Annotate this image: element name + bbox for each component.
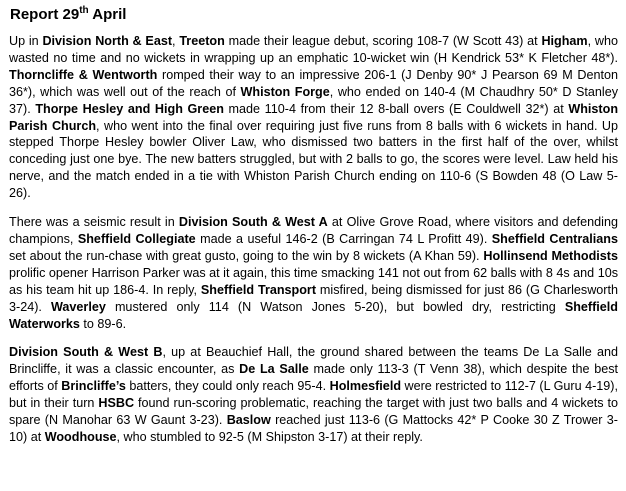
paragraph-division-south-west-a [9,214,618,332]
team-or-division-name: Waverley [51,299,106,314]
report-text: to 89-6. [79,316,127,331]
report-text: were restricted to 112-7 (L Guru 4-19), but in their turn [9,379,618,411]
team-or-division-name: Division South & West B [9,345,163,360]
team-or-division-name: HSBC [98,396,135,411]
report-text: misfired, being dismissed for just 86 (G Charlesworth 3-24). [9,282,618,314]
team-or-division-name: Whiston Parish Church [9,101,619,133]
report-text: romped their way to an impressive 206-1 (J Denby 90* J Pearson 69 M Denton 36*), which was well out of the reach of [9,67,618,99]
report-text: , who stumbled to 92-5 (M Shipston 3-17) at their reply. [116,429,423,444]
report-text: made only 113-3 (T Venn 38), which despite the best efforts of [9,362,618,394]
team-or-division-name: Baslow [226,413,271,428]
report-text: batters, they could only reach 95-4. [125,379,330,394]
report-text: Up in [9,34,43,48]
team-or-division-name: Thorncliffe & Wentworth [9,67,158,82]
team-or-division-name: Thorpe Hesley and High Green [35,101,224,116]
team-or-division-name: Sheffield Centralians [491,231,618,246]
team-or-division-name: Hollinsend Methodists [483,248,618,263]
report-text: at Olive Grove Road, where visitors and defending champions, [9,215,618,246]
team-or-division-name: Whiston Forge [240,84,330,99]
report-title-suffix: th [79,5,89,16]
team-or-division-name: De La Salle [239,362,309,377]
team-or-division-name: Treeton [179,34,225,48]
report-text: made a useful 146-2 (B Carringan 74 L Profitt 49). [195,231,492,246]
team-or-division-name: Sheffield Collegiate [77,231,196,246]
report-text: There was a seismic result in [9,215,179,230]
report-title [10,5,618,25]
report-text: found run-scoring problematic, reaching the target with just two balls and 4 wickets to spare (N Manohar 63 W Gaunt 3-23). [9,396,618,428]
report-text: , [172,34,180,48]
team-or-division-name: Sheffield Transport [200,282,317,297]
team-or-division-name: Division South & West A [178,215,328,230]
paragraph-division-north-east [9,33,618,202]
report-text: , who went into the final over requiring just five runs from 8 balls with 6 wickets in hand. Up stepped Thorpe Hesley bowler Oliver Law, who dismissed two batters in the first half of the over, whilst conceding just one bye. The new batters struggled, but with 2 balls to go, the scores were level. Law held his nerve, and the match ended in a tie with Whiston Parish Church ending on 110-6 (S Bowden 48 (O Law 5-26). [9,118,618,201]
team-or-division-name: Higham [541,34,588,48]
report-text: made their league debut, scoring 108-7 (W Scott 43) at [224,34,542,48]
report-text: mustered only 114 (N Watson Jones 5-20), but bowled dry, restricting [105,299,565,314]
team-or-division-name: Woodhouse [44,429,117,444]
report-title-prefix: Report 29 [10,6,80,23]
team-or-division-name: Holmesfield [329,379,402,394]
report-text: , who ended on 140-4 (M Chaudhry 50* D Stanley 37). [9,84,618,116]
report-text: set about the run-chase with great gusto, going to the win by 8 wickets (A Khan 59). [9,248,484,263]
report-text: reached just 113-6 (G Mattocks 42* P Cooke 30 Z Trower 3-10) at [9,413,618,444]
report-text: made 110-4 from their 12 8-ball overs (E Couldwell 32*) at [223,101,569,116]
paragraph-division-south-west-b [9,344,618,445]
report-text: prolific opener Harrison Parker was at it again, this time smacking 141 not out from 62 balls with 8 4s and 10s as his team hit up 186-4. In reply, [9,265,618,297]
team-or-division-name: Brincliffe’s [61,379,126,394]
report-text: , who wasted no time and no wickets in wrapping up an emphatic 10-wicket win (H Kendrick 53* K Fletcher 48*). [9,34,618,65]
report-document [9,5,618,458]
team-or-division-name: Sheffield Waterworks [9,299,618,331]
report-text: , up at Beauchief Hall, the ground shared between the teams De La Salle and Brincliffe, it was a classic encounter, as [9,345,618,377]
report-title-rest: April [88,6,127,23]
team-or-division-name: Division North & East [42,34,173,48]
